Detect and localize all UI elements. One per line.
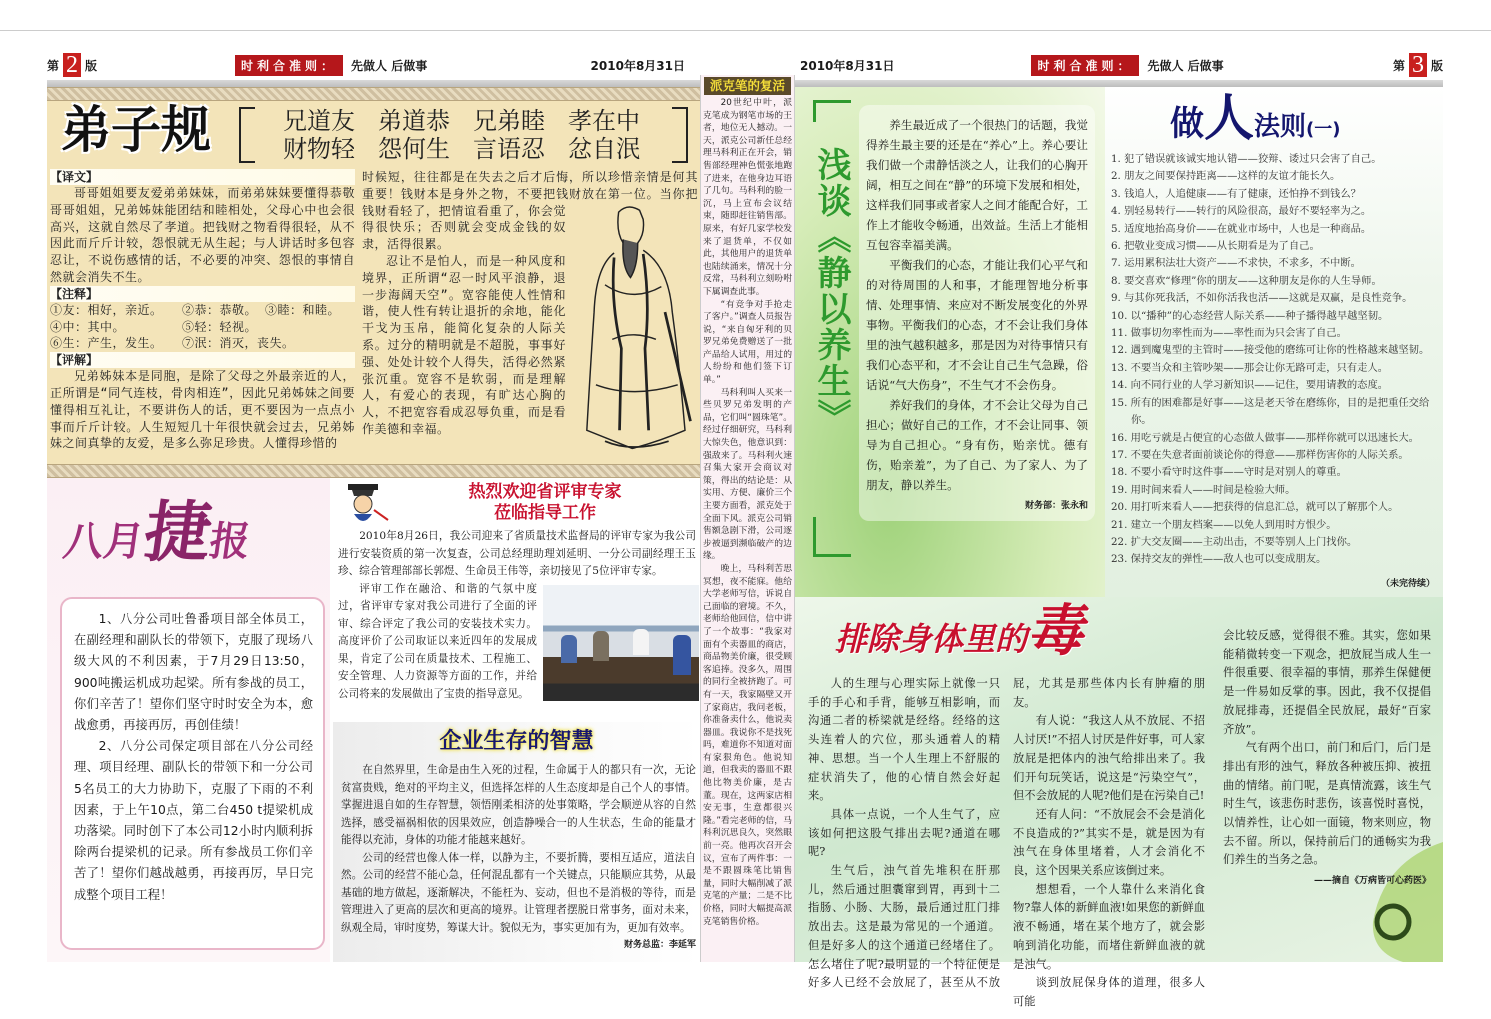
divider — [47, 80, 700, 87]
page-label: 第 — [47, 58, 60, 73]
rule-item: 6. 把敬业变成习惯——从长期看是为了自己。 — [1111, 240, 1320, 253]
dizigui-title: 弟子规 — [61, 101, 211, 159]
rule-item: 3. 钱追人，人追健康——有了健康，还怕挣不到钱么？ — [1111, 187, 1361, 200]
rule-item: 17. 不要在失意者面前谈论你的得意——那样伤害你的人际关系。 — [1111, 448, 1409, 461]
title-part: 毒 — [1027, 598, 1084, 664]
dizigui-right-column — [362, 169, 698, 453]
rule-item: 12. 遇到魔鬼型的主管时——接受他的磨练可让你的性格越来越坚韧。 — [1111, 344, 1430, 357]
article-paragraph-block — [341, 850, 696, 950]
verse-phrase: 孝在中 — [568, 107, 640, 135]
author-byline: 财务总监：李延军 — [623, 940, 696, 950]
note-item: ②恭：恭敬。 — [182, 302, 258, 317]
verse-phrase: 忿自泯 — [568, 135, 640, 163]
commentary-text: 时候短，往往都是在失去之后才后悔，所以珍惜亲情是何其重要！钱财本是身外之物，不要把钱财放在第一位。当你把钱财看轻了，把情谊看重了，你会觉得很快乐；否则就会变成金钱的奴隶，活得很累。 — [362, 170, 698, 252]
rule-item: 1. 犯了错误就该诚实地认错——狡辩、诿过只会害了自己。 — [1111, 153, 1382, 165]
slogan: 先做人 后做事 — [351, 58, 428, 73]
decorative-border — [47, 464, 700, 478]
note-item: ⑥生：产生，发生。 — [50, 336, 163, 351]
title-part: 报 — [206, 519, 253, 565]
title-part: 做 — [1170, 104, 1204, 144]
article-paragraph: 谈到放屁保身体的道理，很多人可能 — [1013, 976, 1205, 1008]
detox-column-3 — [1223, 627, 1431, 888]
confucius-illustration — [572, 203, 698, 453]
commentary-text: 兄弟姊妹本是同胞，是除了父母之外最亲近的人，正所谓是“同气连枝，骨肉相连”，因此兄弟姊妹之间要懂得相互礼让，不要讲伤人的话，更不要因为一点点小事而斤斤计较。人生短短几十年很快就会过去，兄弟姊妹之间真挚的友爱，是多么弥足珍贵。人懂得珍惜的 — [50, 369, 355, 451]
article-paragraph: 会比较反感，觉得很不雅。其实，您如果能稍微转变一下观念，把放屁当成人生一件很重要、很幸福的事情，那养生保健便是一件易如反掌的事。因此，我不仅提倡放屁排毒，还提倡全民放屁，最好“百家齐放”。 — [1223, 629, 1431, 736]
section-label: 【译文】 — [50, 169, 355, 185]
article-paragraph: 马科利叫人买来一些贝罗兄弟发明的产品，它们叫“圆珠笔”。经过仔细研究，马科利大惊失色，他意识到：强敌来了。马科利火速召集大家开会商议对策，得出的结论是：从实用、方便、廉价三个主要方面看，派克处于全面下风。派克公司销售额急剧下滑，公司逐步被逼到濒临破产的边缘。 — [703, 387, 792, 562]
note-item: ③睦：和睦。 — [265, 302, 341, 317]
section-label: 【注释】 — [50, 286, 355, 302]
parker-section — [700, 75, 795, 962]
rule-item: 14. 向不同行业的人学习新知识——记住，要用请教的态度。 — [1111, 379, 1389, 392]
section-label: 【评解】 — [50, 352, 355, 368]
zuoren-title — [1170, 89, 1341, 147]
jiebao-box — [60, 597, 325, 950]
wisdom-body — [341, 762, 696, 955]
rule-item: 5. 适度地抬高身价——在就业市场中，人也是一种商品。 — [1111, 222, 1372, 235]
page-number: 2 — [63, 53, 81, 77]
yangsheng-body — [859, 105, 1095, 521]
verse-phrase: 财物轻 — [283, 135, 355, 163]
rule-item: 15. 所有的困难都是好事——这是老天爷在磨练你，目的是把重任交给你。 — [1111, 396, 1430, 427]
title-part: 排除身体里的 — [835, 620, 1028, 658]
verse-phrase: 怨何生 — [378, 135, 450, 163]
rule-item: 22. 扩大交友圈——主动出击，不要等别人上门找你。 — [1111, 535, 1358, 548]
notes-list — [50, 302, 355, 352]
note-item: ⑤轻：轻视。 — [182, 319, 258, 334]
welcome-body — [338, 528, 696, 703]
verse-phrase: 兄弟睦 — [473, 107, 545, 135]
note-item: ④中：其中。 — [50, 319, 126, 334]
page-label: 第 — [1392, 58, 1405, 73]
article-paragraph: 公司的经营也像人体一样，以静为主，不要折腾，要相互适应，道法自然。公司的经营不能心急，任何混乱都有一个关键点，只能顺应其势，从最基础的地方做起，逐渐解决，不能枉为、妄动，但也不是消极的等待，而是管理进入了更高的层次和更高的境界。让管理者摆脱日常事务，面对未来，纵观全局，审时度势，筹谋大计。貌似无为，事实更加有为，更加有效率。 — [341, 851, 696, 934]
bracket-bottom — [813, 517, 851, 557]
article-paragraph: 在自然界里，生命是由生入死的过程，生命属于人的都只有一次，无论贫富贵贱，绝对的平均主义，但选择怎样的人生态度却是自己个人的事情。掌握进退自如的生存智慧，领悟刚柔相济的处事策略，学会顺逆从容的自然选择，感受福祸相依的因果效应，创造静噪合一的人生状态，生命的能量才能得以充沛，身体的功能才能越来越好。 — [341, 764, 696, 846]
bracket-right — [672, 107, 688, 163]
jiebao-section — [47, 478, 330, 962]
note-item — [265, 335, 355, 352]
motto-badge: 时利合准则： — [235, 55, 343, 76]
title-line: 莅临指导工作 — [494, 503, 596, 523]
article-paragraph: 还有人问：“不放屁会不会是消化不良造成的?”其实不是，就是因为有浊气在身体里堵着，人才会消化不良，这个因果关系应该倒过来。 — [1013, 807, 1205, 878]
rule-item: 21. 建立一个朋友档案——以免人到用时方恨少。 — [1111, 518, 1337, 531]
dizigui-left-column — [50, 169, 355, 452]
rule-item: 16. 用吃亏就是占便宜的心态做人做事——那样你就可以迅速长大。 — [1111, 431, 1419, 444]
rule-item: 8. 要交喜欢“修理”你的朋友——这种朋友是你的人生导师。 — [1111, 274, 1382, 287]
article-paragraph: 2010年8月26日，我公司迎来了省质量技术监督局的评审专家为我公司进行安装资质的第一次复查，公司总经理助理刘延明、一分公司副经理王玉珍、综合管理部部长郭煜、生命员王伟等，亲切接见了5位评审专家。 — [338, 530, 696, 577]
article-paragraph: 20世纪中叶，派克笔成为钢笔市场的王者，地位无人撼动。一天，派克公司新任总经理马科利正在开会，销售部经理神色慌张地跑了进来，在他身边耳语了几句。马科利的脸一沉，马上宣布会议结束，随即赶往销售部。原来，有好几家学校发来了退货单，不仅如此，其他用户的退货单也陆续涌来，情况十分反常，马科利立刻吩咐下属调查此事。 — [703, 98, 792, 297]
article-paragraph: 具体一点说，一个人生气了，应该如何把这股气排出去呢?通道在哪呢? — [808, 807, 1000, 859]
masthead-right — [800, 53, 1443, 77]
zuoren-section — [1105, 87, 1443, 597]
article-paragraph: 生气后，浊气首先堆积在肝那儿，然后通过胆囊窜到胃，再到十二指肠、小肠、大肠，最后通过肛门排放出去。这是最为常见的一个通道。但是好多人的这个通道已经堵住了。怎么堵住了呢?最明显的一个特征便是好多人已经不会放屁了，甚至从不放屁，尤其是那些体内长有肿瘤的朋友。 — [808, 677, 1205, 990]
page-number: 3 — [1409, 53, 1427, 77]
meeting-photo — [543, 585, 699, 701]
title-part: 法则 — [1254, 112, 1307, 142]
slogan: 先做人 后做事 — [1147, 58, 1224, 73]
jiebao-title — [60, 494, 255, 571]
source-citation: ——摘自《万病皆可心药医》 — [1313, 876, 1431, 887]
rule-item: 13. 不要当众和主管吵架——那会让你无路可走，只有走人。 — [1111, 361, 1389, 374]
translation-text: 哥哥姐姐要友爱弟弟妹妹，而弟弟妹妹要懂得恭敬哥哥姐姐，兄弟姊妹能团结和睦相处，父母心中也会很高兴，这就自然尽了孝道。把钱财之物看得很轻，从不因此而斤斤计较，怨恨就无从生起；与人讲话时多包容忍让，不说伤感情的话，不必要的冲突、怨恨的事情自然就会消失不生。 — [50, 186, 355, 284]
yangsheng-section — [795, 87, 1105, 597]
yangsheng-title: 浅谈《静以养生》 — [811, 147, 851, 435]
rule-item: 4. 别轻易转行——转行的风险很高，最好不要轻率为之。 — [1111, 205, 1372, 218]
parker-title: 派克笔的复活 — [704, 77, 791, 95]
article-paragraph: 有人说：“我这人从不放屁、不招人讨厌!”不招人讨厌是件好事，可人家放屁是把体内的浊气给排出来了。我们开句玩笑话，说这是“污染空气”，但不会放屁的人呢?他们是在污染自己! — [1013, 714, 1205, 803]
article-paragraph: 平衡我们的心态，才能让我们心平气和的对待周围的人和事，才能理智地分析事情、处理事情、来应对不断发展变化的外界事物。平衡我们的心态，才不会让我们身体里的浊气越积越多，那是因为对待事情只有我们心态平和，才不会让自己生气急躁，俗话说“气大伤身”，不生气才不会伤身。 — [866, 258, 1088, 392]
title-part: 人 — [1204, 89, 1254, 147]
note-item — [265, 319, 355, 336]
title-part: (一) — [1306, 119, 1341, 140]
issue-date: 2010年8月31日 — [590, 58, 685, 73]
welcome-section — [330, 478, 700, 722]
note-item: ⑦泯：消灭，丧失。 — [182, 336, 295, 351]
news-item: 2、八分公司保定项目部在八分公司经理、项目经理、副队长的带领下和一分公司5名员工的大力协助下，克服了下雨的不利因素，于上午10点，第二台450 t提梁机成功落梁。同时创下了本公司12小时内顺利拆除两台提梁机的记录。所有参战员工你们辛苦了！望你们越战越勇，再接再厉，早日完成整个项目工程！ — [74, 739, 313, 902]
commentary-text: 忍让不是怕人，而是一种风度和境界，正所谓“忍一时风平浪静，退一步海阔天空”。宽容能使人性情和谐，使人性有转让退折的余地，能化干戈为玉帛，能简化复杂的人际关系。过分的精明就是不超脱，事事好强、处处计较个人得失，活得必然紧张沉重。宽容不是软弱，而是理解人，有爱心的表现，有旷达心胸的人，不把宽容看成忍辱负重，而是看作美德和幸福。 — [362, 253, 566, 436]
news-item: 1、八分公司吐鲁番项目部全体员工，在副经理和副队长的带领下，克服了现场八级大风的不利因素，于7月29日13:50，900吨搬运机成功起梁。所有参战的员工，你们辛苦了！望你们坚守时时安全为本，愈战愈勇，再接再厉，再创佳绩！ — [74, 612, 313, 733]
title-part: 捷 — [139, 494, 217, 571]
rule-item: 10. 以“播种”的心态经营人际关系——种子播得越早越坚韧。 — [1111, 309, 1389, 322]
issue-date: 2010年8月31日 — [800, 58, 895, 73]
verse-phrase: 弟道恭 — [378, 107, 450, 135]
to-be-continued: （未完待续） — [1380, 579, 1435, 589]
note-item: ①友：相好，亲近。 — [50, 302, 163, 317]
verse-phrase: 兄道友 — [283, 107, 355, 135]
verse — [283, 107, 663, 163]
welcome-title — [390, 482, 700, 524]
rule-item: 19. 用时间来看人——时间是检验大师。 — [1111, 483, 1296, 496]
verse-phrase: 言语忍 — [473, 135, 545, 163]
rule-item: 18. 不要小看守时这件事——守时是对别人的尊重。 — [1111, 466, 1347, 479]
article-paragraph: 气有两个出口，前门和后门，后门是排出有形的浊气，释放各种被压抑、被扭曲的情绪。前门呢，是真情流露，该生气时生气，该悲伤时悲伤，该喜悦时喜悦，以情养性，让心如一面镜，物来则应，物去不留。所以，保持前后门的通畅实为我们养生的当务之急。 — [1223, 741, 1431, 867]
parker-body — [701, 97, 794, 928]
title-part: 八月 — [60, 519, 147, 565]
rules-list — [1105, 151, 1443, 569]
dizigui-section — [47, 87, 700, 478]
article-paragraph: 养生最近成了一个很热门的话题，我觉得养生最主要的还是在“养心”上。养心要让我们做一个肃静恬淡之人，让我们的心胸开阔，相互之间在“静”的环境下发展和相处，这样我们同事或者家人之间才能配合好，工作上才能收令畅通，出效益。生活上才能相互包容幸福美满。 — [866, 118, 1088, 252]
article-paragraph: 人的生理与心理实际上就像一只手的手心和手背，能够互相影响，而沟通二者的桥梁就是经络。经络的这头连着人的穴位，那头通着人的精神、思想。当一个人生理上不舒服的症状消失了，他的心情自然会好起来。 — [808, 677, 1000, 803]
article-paragraph: 养好我们的身体，才不会让父母为自己担心；做好自己的工作，才不会让同事、领导为自己担心。“身有伤，贻亲忧。德有伤，贻亲羞”，为了自己、为了家人、为了朋友，静以养生。 — [866, 398, 1088, 492]
article-paragraph: 晚上，马科利苦思冥想，夜不能寐。他给大学老师写信，诉说自己面临的窘境。不久，老师给他回信，信中讲了一个故事：“我家对面有个卖器皿的商店，商品物美价廉，很受顾客追捧。没多久，周围的同行全被挤跑了。可有一天，我家隔壁又开了家商店，我问老板，你准备卖什么，他说卖器皿。我说你不是找死吗，难道你不知道对面有家狠角色。他说知道，但我卖的器皿不跟他比物美价廉，是古董。现在，这两家店相安无事，生意都很兴隆。”看完老师的信，马科利沉思良久，突然眼前一亮。他再次召开会议，宣布了两件事：一是不跟圆珠笔比销售量，同时大幅削减了派克笔的产量；二是不比价格，同时大幅提高派克笔销售价格。 — [703, 563, 792, 927]
page-label: 版 — [85, 58, 98, 73]
article-paragraph: 评审工作在融洽、和谐的气氛中度过，省评审专家对我公司进行了全面的评审、综合评定了我公司的安装技术实力。高度评价了公司取证以来近四年的发展成果，肯定了公司在质量技术、工程施工、安全管理、人力资源等方面的工作，并给公司将来的发展做出了宝贵的指导意见。 — [338, 582, 537, 700]
masthead-left — [47, 53, 697, 77]
rule-item: 2. 朋友之间要保持距离——这样的友谊才能长久。 — [1111, 170, 1341, 183]
detox-columns — [808, 675, 1205, 1012]
wisdom-title: 企业生存的智慧 — [439, 729, 594, 754]
article-paragraph: 想想看，一个人靠什么来消化食物?靠人体的新鲜血液!如果您的新鲜血液不畅通，堵在某个地方了，就会影响到消化功能，而堵住新鲜血液的就是浊气。 — [1013, 882, 1205, 971]
professor-cartoon-icon — [338, 480, 390, 528]
bracket-top — [813, 100, 851, 122]
decorative-border — [47, 87, 700, 101]
crop-mark — [0, 30, 1491, 31]
wisdom-section — [333, 722, 700, 962]
title-line: 热烈欢迎省评审专家 — [468, 482, 622, 502]
rule-item: 9. 与其你死我活，不如你活我也活——这就是双赢，是良性竞争。 — [1111, 292, 1413, 305]
rule-item: 11. 做事切勿率性而为——率性而为只会害了自己。 — [1111, 327, 1347, 340]
divider — [795, 80, 1443, 87]
bracket-left — [239, 107, 255, 163]
motto-badge: 时利合准则： — [1031, 55, 1139, 76]
rule-item: 20. 用打听来看人——把获得的信息汇总，就可以了解那个人。 — [1111, 501, 1399, 514]
detox-title — [835, 598, 1084, 664]
detox-section — [795, 597, 1443, 1008]
author-byline: 财务部：张永和 — [1024, 501, 1088, 511]
article-paragraph: “有竞争对手抢走了客户。”调查人员报告说，“来自匈牙利的贝罗兄弟免费赠送了一批产品给人试用，用过的人纷纷和他们签下订单。” — [703, 299, 792, 386]
rule-item: 7. 运用累积法壮大资产——不求快，不求多，不中断。 — [1111, 257, 1361, 270]
page-label: 版 — [1430, 58, 1443, 73]
rule-item: 23. 保持交友的弹性——敌人也可以变成朋友。 — [1111, 553, 1327, 566]
